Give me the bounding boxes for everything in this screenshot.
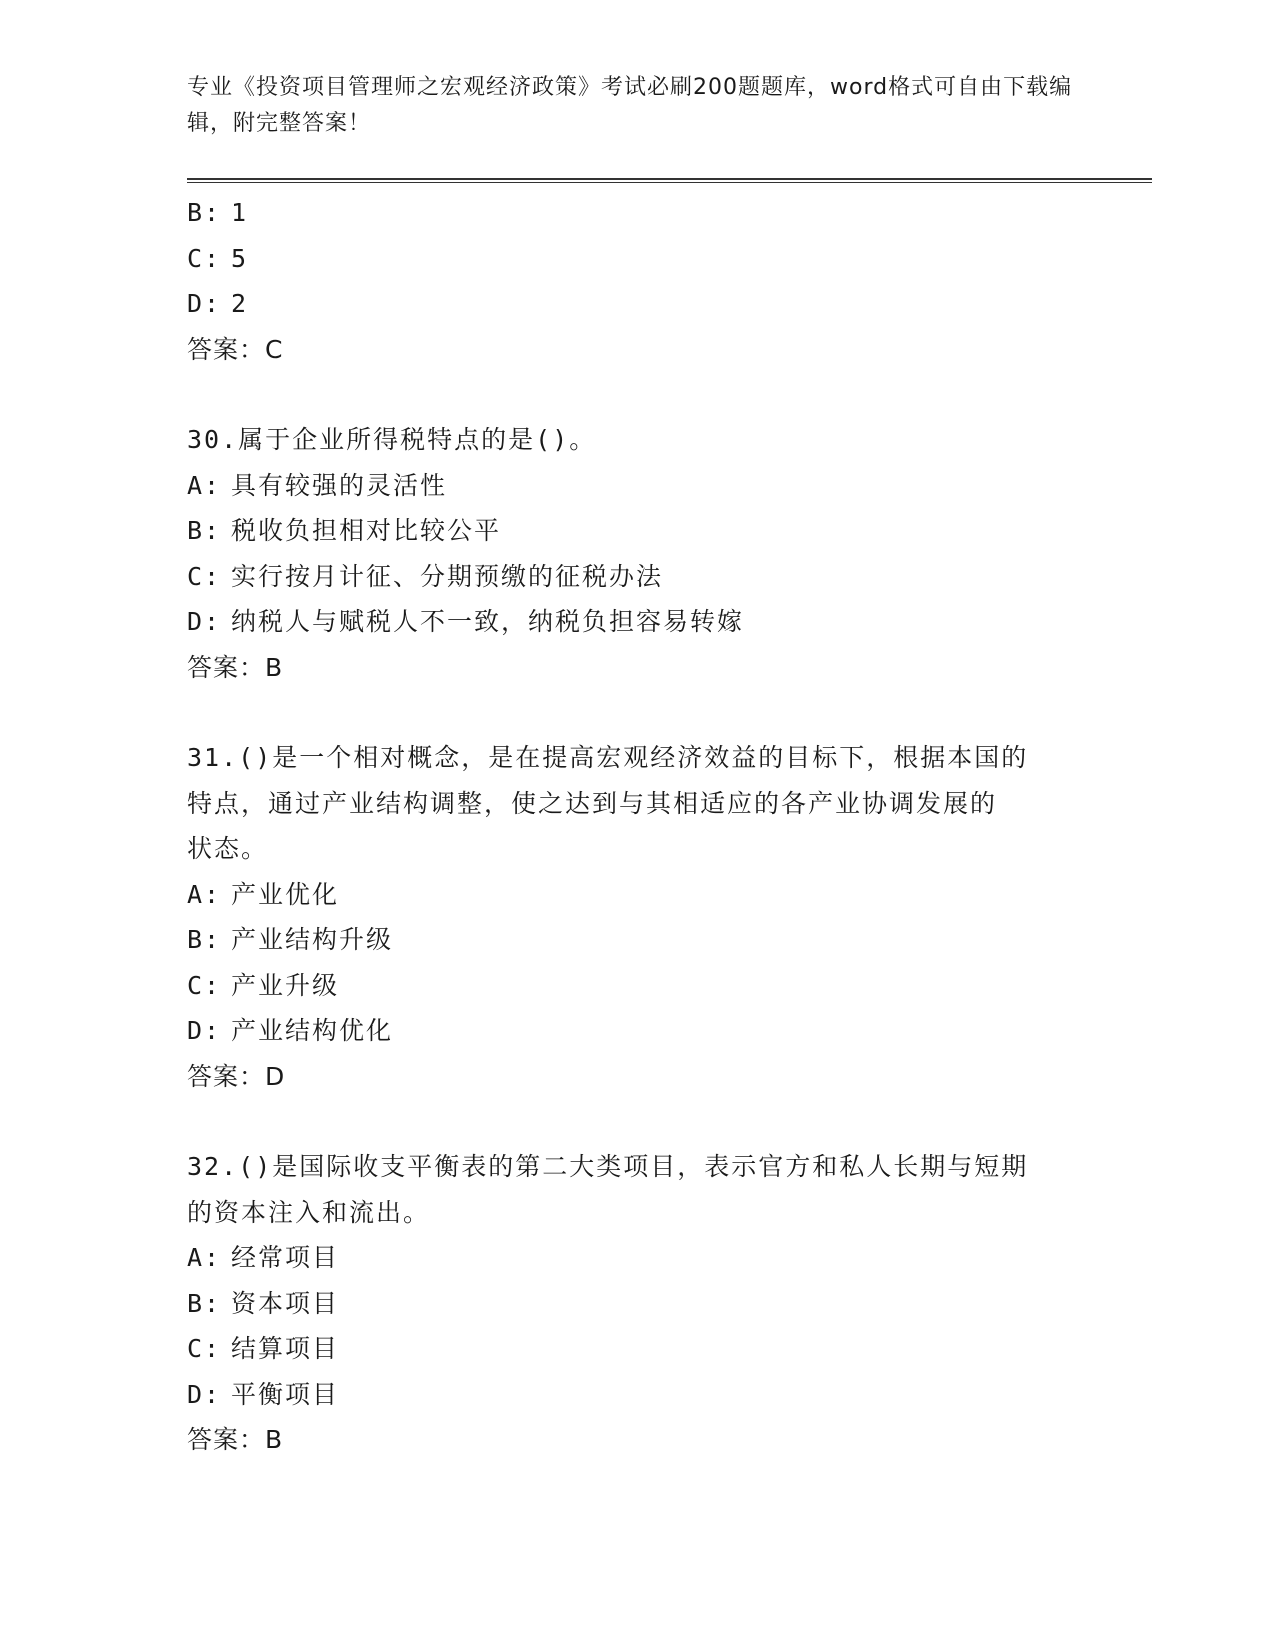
option-text: 产业结构升级 <box>231 925 394 954</box>
option-line <box>187 1326 1087 1372</box>
answer-line: 答案：C <box>187 334 284 364</box>
question-31 <box>187 735 1087 1099</box>
option-text: 结算项目 <box>231 1334 340 1363</box>
option-label: D: <box>187 289 222 318</box>
option-label: B: <box>187 198 222 227</box>
option-label: A: <box>187 1243 222 1272</box>
option-line <box>187 599 1087 645</box>
option-line <box>187 963 1087 1009</box>
option-label: D: <box>187 1016 222 1045</box>
answer-line: 答案：D <box>187 1061 286 1091</box>
option-line <box>187 1008 1087 1054</box>
option-text: 产业优化 <box>231 879 340 909</box>
question-stem: 状态。 <box>187 834 269 863</box>
option-label: A: <box>187 470 222 500</box>
option-label: C: <box>187 243 222 273</box>
option-line <box>187 872 1087 918</box>
option-line <box>187 236 1087 282</box>
header-divider <box>187 178 1152 183</box>
option-label: B: <box>187 925 222 954</box>
question-stem: 32.()是国际收支平衡表的第二大类项目，表示官方和私人长期与短期 <box>187 1152 1029 1181</box>
option-line <box>187 281 1087 327</box>
option-label: D: <box>187 1379 222 1409</box>
option-text: 具有较强的灵活性 <box>231 470 448 500</box>
option-line <box>187 1372 1087 1418</box>
document-header: 专业《投资项目管理师之宏观经济政策》考试必刷200题题库，word格式可自由下载编辑，附完整答案！ <box>187 75 1073 136</box>
answer-line: 答案：B <box>187 652 284 682</box>
answer-line: 答案：B <box>187 1425 284 1454</box>
option-text: 2 <box>231 289 249 318</box>
option-text: 产业升级 <box>231 970 340 1000</box>
option-text: 5 <box>231 243 249 273</box>
option-label: C: <box>187 970 222 1000</box>
question-stem: 特点，通过产业结构调整，使之达到与其相适应的各产业协调发展的 <box>187 788 998 818</box>
option-text: 纳税人与赋税人不一致，纳税负担容易转嫁 <box>231 607 745 636</box>
option-label: C: <box>187 561 222 591</box>
question-stem: 的资本注入和流出。 <box>187 1197 431 1227</box>
option-line <box>187 1235 1087 1281</box>
option-line <box>187 190 1087 236</box>
option-text: 产业结构优化 <box>231 1016 394 1045</box>
option-text: 经常项目 <box>231 1243 340 1272</box>
option-text: 实行按月计征、分期预缴的征税办法 <box>231 561 664 591</box>
option-label: C: <box>187 1334 222 1363</box>
option-label: A: <box>187 879 222 909</box>
option-label: D: <box>187 607 222 636</box>
option-line <box>187 554 1087 600</box>
option-line <box>187 463 1087 509</box>
question-32 <box>187 1144 1087 1463</box>
option-line <box>187 917 1087 963</box>
option-text: 平衡项目 <box>231 1379 340 1409</box>
option-text: 1 <box>231 198 249 227</box>
option-text: 税收负担相对比较公平 <box>231 516 502 545</box>
option-line <box>187 1281 1087 1327</box>
question-stem: 31.()是一个相对概念，是在提高宏观经济效益的目标下，根据本国的 <box>187 743 1029 772</box>
option-label: B: <box>187 516 222 545</box>
question-content <box>187 190 1087 1463</box>
question-stem: 30.属于企业所得税特点的是()。 <box>187 425 597 454</box>
option-label: B: <box>187 1288 222 1318</box>
question-30 <box>187 417 1087 690</box>
prev-question-block <box>187 190 1087 372</box>
option-text: 资本项目 <box>231 1288 340 1318</box>
option-line <box>187 508 1087 554</box>
